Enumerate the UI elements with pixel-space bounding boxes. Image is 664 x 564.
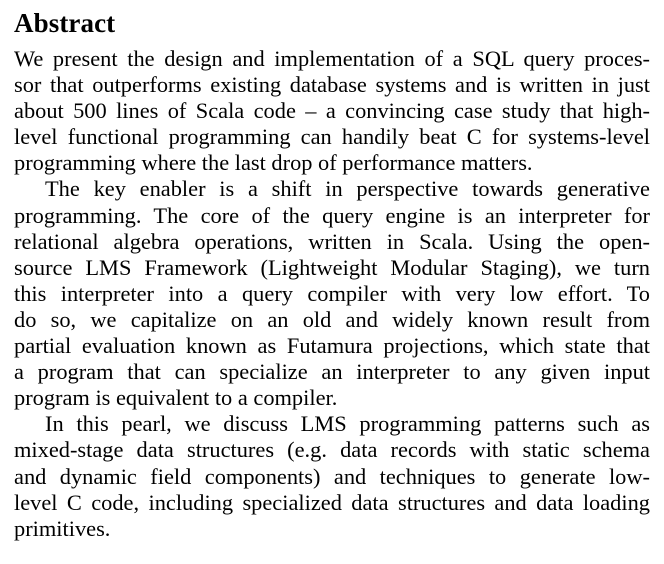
text-line: programming. The core of the query engine is an interpreter for [14,202,650,228]
text-line: relational algebra operations, written in Scala. Using the open- [14,228,650,254]
text-line: do so, we capitalize on an old and widely known result from [14,306,650,332]
text-line: sor that outperforms existing database systems and is written in just [14,72,650,98]
text-line: In this pearl, we discuss LMS programming patterns such as [45,411,650,437]
text-line: The key enabler is a shift in perspective towards generative [45,176,650,202]
abstract-paragraph-2 [14,176,650,411]
text-line: level functional programming can handily beat C for systems-level [14,124,650,150]
abstract-paragraph-1 [14,46,650,176]
text-line: program is equivalent to a compiler. [14,385,338,411]
text-line: and dynamic field components) and techniques to generate low- [14,463,650,489]
text-line: mixed-stage data structures (e.g. data records with static schema [14,437,650,463]
text-line: this interpreter into a query compiler with very low effort. To [14,280,650,306]
abstract-heading: Abstract [14,8,116,38]
text-line: a program that can specialize an interpreter to any given input [14,359,650,385]
text-line: We present the design and implementation of a SQL query proces- [14,46,650,71]
text-line: level C code, including specialized data structures and data loading [14,489,650,515]
text-line: programming where the last drop of performance matters. [14,150,533,176]
text-line: source LMS Framework (Lightweight Modular Staging), we turn [14,254,650,280]
abstract-paragraph-3 [14,411,650,541]
text-line: about 500 lines of Scala code – a convincing case study that high- [14,98,650,124]
text-line: primitives. [14,515,111,541]
text-line: partial evaluation known as Futamura projections, which state that [14,333,650,359]
